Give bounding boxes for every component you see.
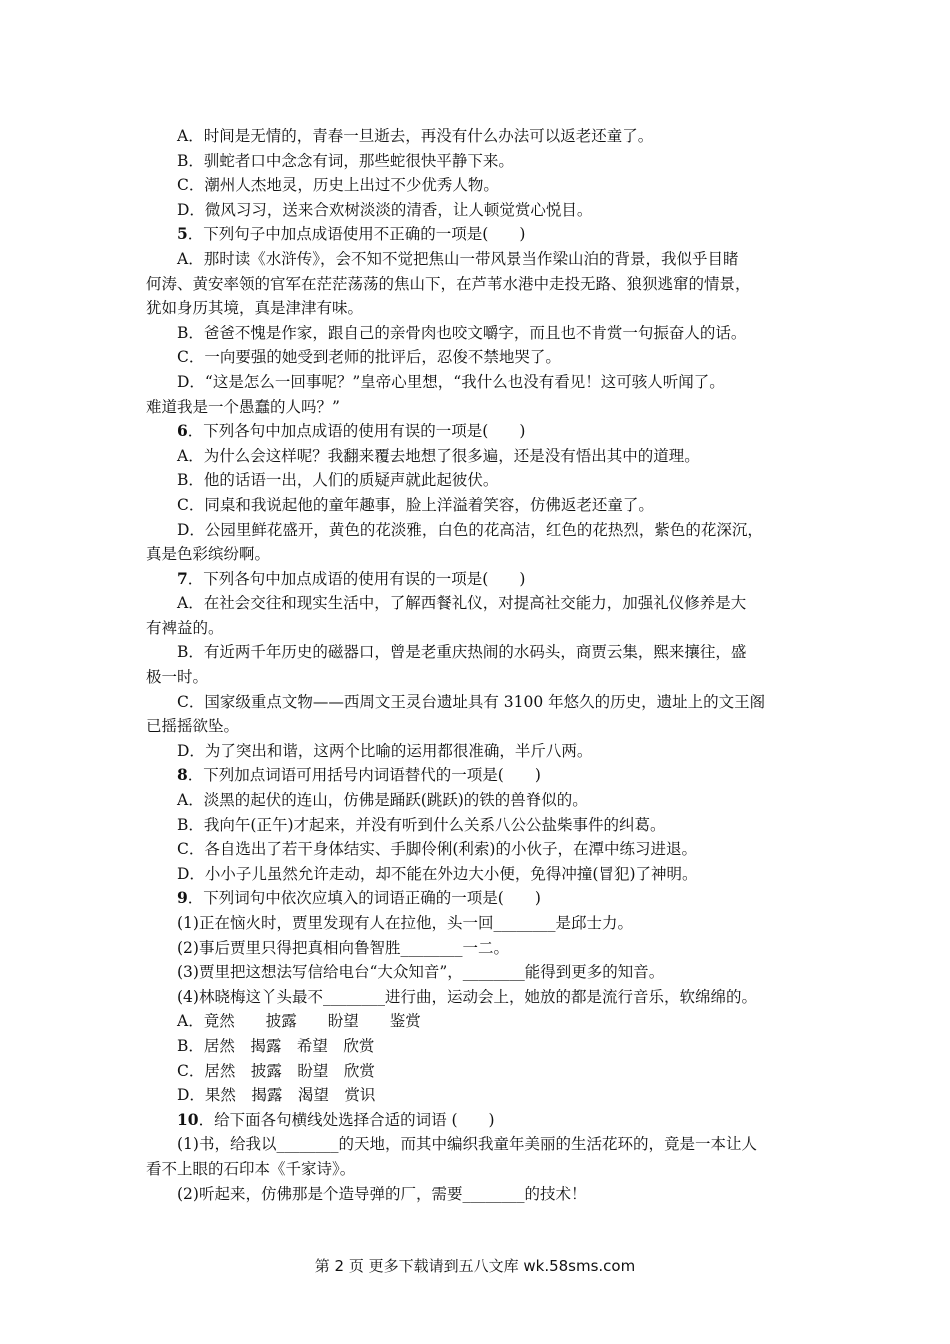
question-stem <box>146 1108 810 1133</box>
line-text: B．他的话语一出，人们的质疑声就此起彼伏。 <box>177 471 499 490</box>
line-text: C．同桌和我说起他的童年趣事，脸上洋溢着笑容，仿佛返老还童了。 <box>177 495 654 514</box>
text-line <box>146 911 810 936</box>
line-text: B．居然 揭露 希望 欣赏 <box>177 1036 375 1055</box>
text-line <box>146 1059 810 1084</box>
line-text: A．时间是无情的，青春一旦逝去，再没有什么办法可以返老还童了。 <box>177 127 654 145</box>
text-line <box>146 247 810 272</box>
line-text: A．竟然 披露 盼望 鉴赏 <box>177 1012 421 1031</box>
text-line <box>146 788 810 813</box>
text-line <box>146 591 810 616</box>
line-text: B．爸爸不愧是作家，跟自己的亲骨肉也咬文嚼字，而且也不肯赏一句振奋人的话。 <box>177 323 747 342</box>
text-line <box>146 444 810 469</box>
line-text: C．居然 披露 盼望 欣赏 <box>177 1061 375 1080</box>
text-line <box>146 542 810 567</box>
line-text: A．为什么会这样呢？我翻来覆去地想了很多遍，还是没有悟出其中的道理。 <box>177 446 700 465</box>
line-text: 已摇摇欲坠。 <box>146 717 240 736</box>
line-text: 何涛、黄安率领的官军在茫茫荡荡的焦山下，在芦苇水港中走投无路、狼狈逃窜的情景， <box>146 274 751 293</box>
text-line <box>146 1034 810 1059</box>
text-line <box>146 640 810 665</box>
question-stem <box>146 222 810 247</box>
text-line <box>146 1157 810 1182</box>
line-text: (2)事后贾里只得把真相向鲁智胜________一二。 <box>177 938 509 957</box>
question-stem <box>146 567 810 592</box>
line-text: C．一向要强的她受到老师的批评后，忍俊不禁地哭了。 <box>177 348 561 367</box>
text-line <box>146 370 810 395</box>
line-text: 有裨益的。 <box>146 618 224 637</box>
text-line <box>146 493 810 518</box>
question-number: 5 <box>177 224 188 244</box>
line-text: D．微风习习，送来合欢树淡淡的清香，让人顿觉赏心悦目。 <box>177 200 593 219</box>
line-text: 极一时。 <box>146 668 209 687</box>
line-text: (1)正在恼火时，贾里发现有人在拉他，头一回________是邱士力。 <box>177 914 633 932</box>
line-text: C．潮州人杰地灵，历史上出过不少优秀人物。 <box>177 176 499 195</box>
line-text: D．公园里鲜花盛开，黄色的花淡雅，白色的花高洁，红色的花热烈，紫色的花深沉， <box>177 520 763 539</box>
line-text: ．给下面各句横线处选择合适的词语 ( ) <box>198 1110 495 1129</box>
text-line <box>146 296 810 321</box>
text-line <box>146 862 810 887</box>
line-text: C．各自选出了若干身体结实、手脚伶俐(利索)的小伙子，在潭中练习进退。 <box>177 840 697 859</box>
line-text: A．那时读《水浒传》，会不知不觉把焦山一带风景当作梁山泊的背景，我似乎目睹 <box>177 249 739 268</box>
text-line <box>146 468 810 493</box>
text-line <box>146 1083 810 1108</box>
text-line <box>146 1009 810 1034</box>
line-text: 看不上眼的石印本《千家诗》。 <box>146 1159 356 1178</box>
page-footer: 第 2 页 更多下载请到五八文库 wk.58sms.com <box>314 1257 636 1275</box>
line-text: (2)听起来，仿佛那是个造导弹的厂，需要________的技术！ <box>177 1184 587 1203</box>
text-line <box>146 1182 810 1207</box>
text-line <box>146 690 810 715</box>
question-number: 6 <box>177 421 188 441</box>
text-line <box>146 960 810 985</box>
line-text: A．淡黑的起伏的连山，仿佛是踊跃(跳跃)的铁的兽脊似的。 <box>177 791 588 810</box>
text-line <box>146 665 810 690</box>
line-text: 难道我是一个愚蠢的人吗？” <box>146 397 340 416</box>
text-line <box>146 739 810 764</box>
text-line <box>146 124 810 149</box>
line-text: (1)书，给我以________的天地，而其中编织我童年美丽的生活花环的，竟是一本让人 <box>177 1135 757 1154</box>
line-text: A．在社会交往和现实生活中，了解西餐礼仪，对提高社交能力，加强礼仪修养是大 <box>177 594 747 613</box>
text-line <box>146 714 810 739</box>
line-text: ．下列句子中加点成语使用不正确的一项是( ) <box>187 225 526 244</box>
text-line <box>146 345 810 370</box>
question-stem <box>146 763 810 788</box>
line-text: ．下列加点词语可用括号内词语替代的一项是( ) <box>187 766 541 785</box>
question-stem <box>146 886 810 911</box>
line-text: 犹如身历其境，真是津津有味。 <box>146 299 364 318</box>
question-number: 7 <box>177 568 188 588</box>
text-line <box>146 198 810 223</box>
text-line <box>146 936 810 961</box>
text-line <box>146 149 810 174</box>
line-text: ．下列各句中加点成语的使用有误的一项是( ) <box>187 569 526 588</box>
text-line <box>146 985 810 1010</box>
text-line <box>146 518 810 543</box>
line-text: 真是色彩缤纷啊。 <box>146 545 271 564</box>
line-text: D．果然 揭露 渴望 赏识 <box>177 1086 376 1105</box>
text-line <box>146 395 810 420</box>
question-number: 9 <box>177 888 188 908</box>
line-text: B．我向午(正午)才起来，并没有听到什么关系八公公盐柴事件的纠葛。 <box>177 815 666 834</box>
text-line <box>146 272 810 297</box>
line-text: D．小小子儿虽然允许走动，却不能在外边大小便，免得冲撞(冒犯)了神明。 <box>177 864 698 883</box>
line-text: (3)贾里把这想法写信给电台“大众知音”，________能得到更多的知音。 <box>177 963 665 982</box>
text-line <box>146 1132 810 1157</box>
line-text: C．国家级重点文物——西周文王灵台遗址具有 3100 年悠久的历史，遗址上的文王阁 <box>177 692 766 711</box>
text-line <box>146 616 810 641</box>
line-text: B．驯蛇者口中念念有词，那些蛇很快平静下来。 <box>177 151 514 170</box>
line-text: D．为了突出和谐，这两个比喻的运用都很准确，半斤八两。 <box>177 741 593 760</box>
text-line <box>146 173 810 198</box>
document-body <box>146 124 810 1206</box>
text-line <box>146 837 810 862</box>
line-text: ．下列各句中加点成语的使用有误的一项是( ) <box>187 422 526 441</box>
line-text: ．下列词句中依次应填入的词语正确的一项是( ) <box>187 889 541 908</box>
question-number: 8 <box>177 765 188 785</box>
text-line <box>146 813 810 838</box>
text-line <box>146 321 810 346</box>
question-number: 10 <box>177 1109 199 1129</box>
question-stem <box>146 419 810 444</box>
line-text: B．有近两千年历史的磁器口，曾是老重庆热闹的水码头，商贾云集，熙来攘往，盛 <box>177 643 747 662</box>
line-text: D．“这是怎么一回事呢？”皇帝心里想，“我什么也没有看见！这可骇人听闻了。 <box>177 372 725 391</box>
line-text: (4)林晓梅这丫头最不________进行曲，运动会上，她放的都是流行音乐，软绵绵的。 <box>177 987 757 1006</box>
